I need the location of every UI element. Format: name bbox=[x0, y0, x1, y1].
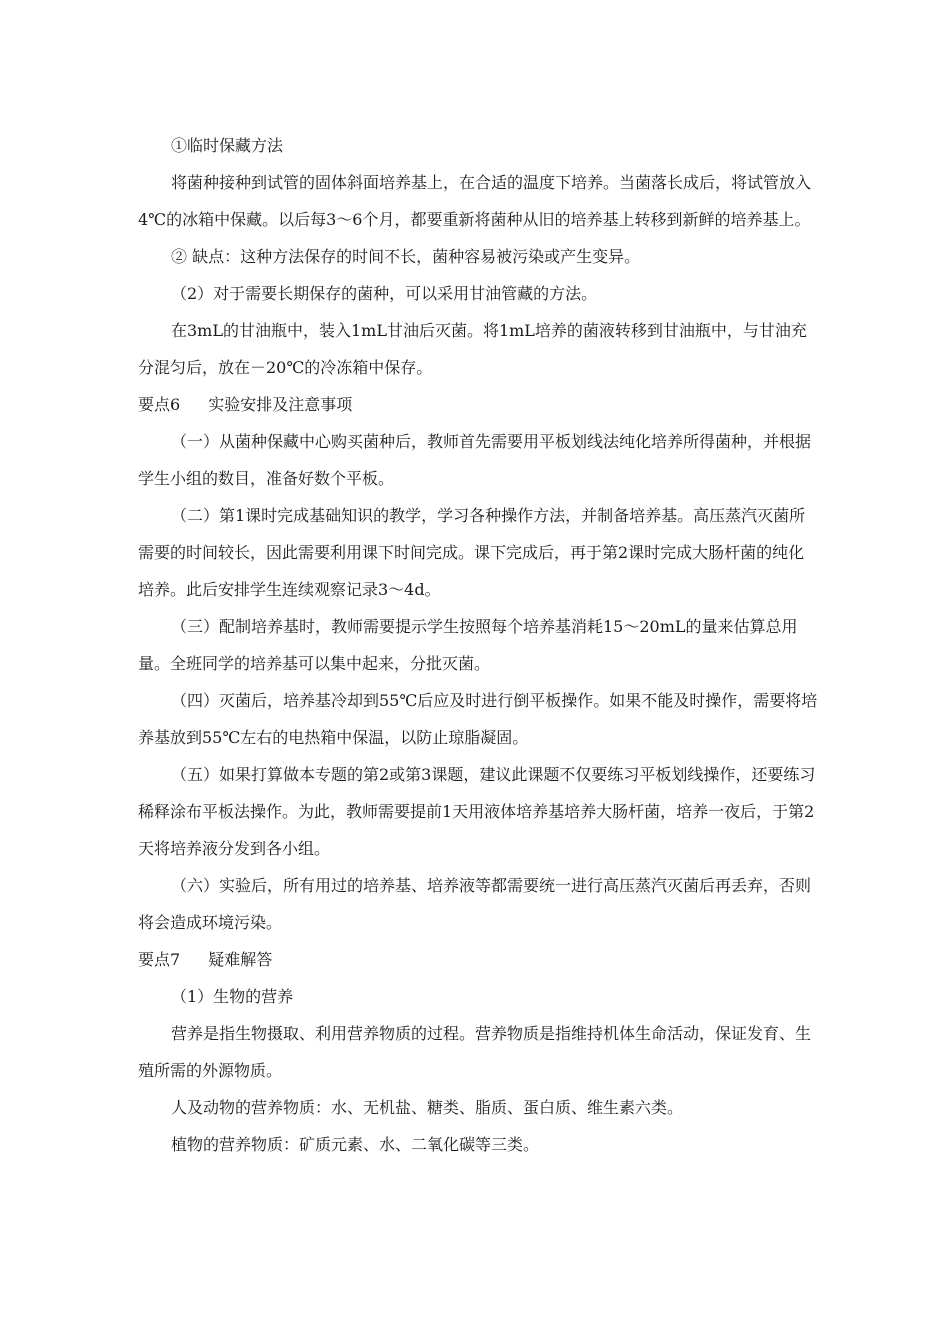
paragraph-nutrition-definition: 营养是指生物摄取、利用营养物质的过程。营养物质是指维持机体生命活动，保证发育、生殖所需的外源物质。 bbox=[138, 1024, 812, 1080]
paragraph-temporary-storage-heading: ①临时保藏方法 bbox=[171, 136, 284, 155]
paragraph-glycerol-storage: （2）对于需要长期保存的菌种，可以采用甘油管藏的方法。 bbox=[171, 284, 598, 303]
section-heading-7 bbox=[138, 941, 818, 978]
section-label: 要点6 bbox=[138, 395, 181, 414]
section-title: 实验安排及注意事项 bbox=[208, 395, 353, 414]
paragraph-disadvantage: ② 缺点：这种方法保存的时间不长，菌种容易被污染或产生变异。 bbox=[171, 247, 641, 266]
paragraph-item-3: （三）配制培养基时，教师需要提示学生按照每个培养基消耗15～20mL的量来估算总用量。全班同学的培养基可以集中起来，分批灭菌。 bbox=[138, 617, 798, 673]
section-title: 疑难解答 bbox=[208, 950, 273, 969]
paragraph-item-5: （五）如果打算做本专题的第2或第3课题，建议此课题不仅要练习平板划线操作，还要练习稀释涂布平板法操作。为此，教师需要提前1天用液体培养基培养大肠杆菌，培养一夜后，于第2天将培养液分发到各小组。 bbox=[138, 765, 816, 858]
document-body bbox=[138, 127, 818, 1163]
paragraph-item-6: （六）实验后，所有用过的培养基、培养液等都需要统一进行高压蒸汽灭菌后再丢弃，否则将会造成环境污染。 bbox=[138, 876, 812, 932]
paragraph-glycerol-procedure: 在3mL的甘油瓶中，装入1mL甘油后灭菌。将1mL培养的菌液转移到甘油瓶中，与甘油充分混匀后，放在－20℃的冷冻箱中保存。 bbox=[138, 321, 807, 377]
paragraph-plant-nutrients: 植物的营养物质：矿质元素、水、二氧化碳等三类。 bbox=[171, 1135, 540, 1154]
paragraph-temporary-storage-method: 将菌种接种到试管的固体斜面培养基上，在合适的温度下培养。当菌落长成后，将试管放入4℃的冰箱中保藏。以后每3～6个月，都要重新将菌种从旧的培养基上转移到新鲜的培养基上。 bbox=[138, 173, 812, 229]
paragraph-item-1: （一）从菌种保藏中心购买菌种后，教师首先需要用平板划线法纯化培养所得菌种，并根据学生小组的数目，准备好数个平板。 bbox=[138, 432, 812, 488]
paragraph-item-2: （二）第1课时完成基础知识的教学，学习各种操作方法，并制备培养基。高压蒸汽灭菌所需要的时间较长，因此需要利用课下时间完成。课下完成后，再于第2课时完成大肠杆菌的纯化培养。此后安排学生连续观察记录3～4d。 bbox=[138, 506, 806, 599]
section-label: 要点7 bbox=[138, 950, 181, 969]
section-heading-6 bbox=[138, 386, 818, 423]
paragraph-animal-nutrients: 人及动物的营养物质：水、无机盐、糖类、脂质、蛋白质、维生素六类。 bbox=[171, 1098, 684, 1117]
paragraph-nutrition-heading: （1）生物的营养 bbox=[171, 987, 294, 1006]
paragraph-item-4: （四）灭菌后，培养基冷却到55℃后应及时进行倒平板操作。如果不能及时操作，需要将培养基放到55℃左右的电热箱中保温，以防止琼脂凝固。 bbox=[138, 691, 818, 747]
